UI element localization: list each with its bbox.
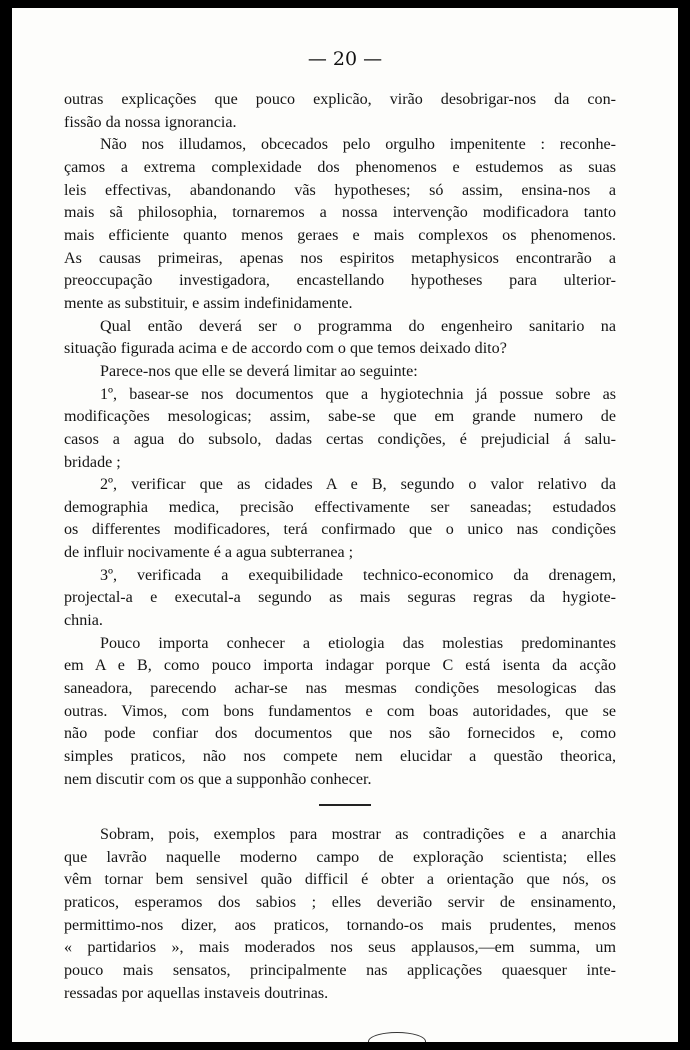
text-line: outras. Vimos, com bons fundamentos e com boas autoridades, que se xyxy=(64,702,616,720)
text-line: os differentes modificadores, terá confirmado que o unico nas condições xyxy=(64,521,616,539)
body-paragraph xyxy=(64,474,616,565)
text-line: mais efficiente quanto menos geraes e mais complexos os phenomenos. xyxy=(64,226,616,244)
body-paragraph xyxy=(64,134,616,315)
text-line: 3º, verificada a exequibilidade technico-economico da drenagem, xyxy=(100,566,616,584)
text-line: em A e B, como pouco importa indagar porque C está isenta da acção xyxy=(64,657,616,675)
body-text xyxy=(64,89,616,791)
text-line: ressadas por aquellas instaveis doutrinas. xyxy=(64,984,329,1002)
text-line: saneadora, parecendo achar-se nas mesmas condições mesologicas das xyxy=(64,680,616,698)
text-line: de influir nocivamente é a agua subterranea ; xyxy=(64,544,354,562)
text-line: demographia medica, precisão effectivamente ser saneadas; estudados xyxy=(64,498,616,516)
body-paragraph xyxy=(64,89,616,134)
text-line: mais sã philosophia, tornaremos a nossa intervenção modificadora tanto xyxy=(64,204,616,222)
closing-paragraph xyxy=(64,824,616,1005)
text-line: que lavrão naquelle moderno campo de exploração scientista; elles xyxy=(64,848,616,866)
text-line: outras explicações que pouco explicão, virão desobrigar-nos da con- xyxy=(64,91,616,108)
body-text-after-divider xyxy=(64,824,616,1005)
text-line: preoccupação investigadora, encastellando hypotheses para ulterior- xyxy=(64,272,616,290)
text-line: projectal-a e executal-a segundo as mais seguras regras da hygiote- xyxy=(64,589,616,607)
text-line: mente as substituir, e assim indefinidamente. xyxy=(64,294,353,312)
text-line: 2º, verificar que as cidades A e B, segundo o valor relativo da xyxy=(100,476,616,494)
text-line: 1º, basear-se nos documentos que a hygiotechnia já possue sobre as xyxy=(100,385,616,403)
text-line: çamos a extrema complexidade dos phenomenos e estudemos as suas xyxy=(64,158,616,176)
text-line: Não nos illudamos, obcecados pelo orgulho impenitente : reconhe- xyxy=(100,136,616,154)
body-paragraph xyxy=(64,361,616,384)
section-divider xyxy=(319,804,371,806)
text-line: vêm tornar bem sensivel quão difficil é obter a orientação que nós, os xyxy=(64,871,616,889)
text-line: bridade ; xyxy=(64,453,121,471)
page-number: — 20 — xyxy=(307,48,383,70)
body-paragraph xyxy=(64,633,616,792)
text-line: não pode confiar dos documentos que nos são fornecidos e, como xyxy=(64,725,616,743)
text-line: Sobram, pois, exemplos para mostrar as contradições e a anarchia xyxy=(100,826,616,843)
text-line: pouco mais sensatos, principalmente nas applicações quaesquer inte- xyxy=(64,961,616,979)
text-line: Pouco importa conhecer a etiologia das molestias predominantes xyxy=(100,634,616,652)
text-line: leis effectivas, abandonando vãs hypotheses; só assim, ensina-nos a xyxy=(64,181,616,199)
text-line: permittimo-nos dizer, aos praticos, tornando-os mais prudentes, menos xyxy=(64,916,616,934)
body-paragraph xyxy=(64,384,616,475)
text-line: simples praticos, não nos compete nem elucidar a questão theorica, xyxy=(64,748,616,766)
text-line: Parece-nos que elle se deverá limitar ao seguinte: xyxy=(100,362,418,380)
text-line: As causas primeiras, apenas nos espiritos metaphysicos encontrarão a xyxy=(64,249,616,267)
document-page xyxy=(12,8,678,1042)
text-line: « partidarios », mais moderados nos seus applausos,—em summa, um xyxy=(64,939,616,957)
text-line: praticos, esperamos dos sabios ; elles deverião servir de ensinamento, xyxy=(64,893,616,911)
text-line: situação figurada acima e de accordo com o que temos deixado dito? xyxy=(64,340,507,358)
text-line: nem discutir com os que a supponhão conhecer. xyxy=(64,770,372,788)
text-line: modificações mesologicas; assim, sabe-se que em grande numero de xyxy=(64,408,616,426)
text-line: chnia. xyxy=(64,612,103,630)
body-paragraph xyxy=(64,565,616,633)
text-line: casos a agua do subsolo, dadas certas condições, é prejudicial á salu- xyxy=(64,430,616,448)
text-line: Qual então deverá ser o programma do engenheiro sanitario na xyxy=(100,317,616,335)
body-paragraph xyxy=(64,316,616,361)
text-line: fissão da nossa ignorancia. xyxy=(64,113,237,131)
bottom-ornament xyxy=(368,1032,426,1042)
